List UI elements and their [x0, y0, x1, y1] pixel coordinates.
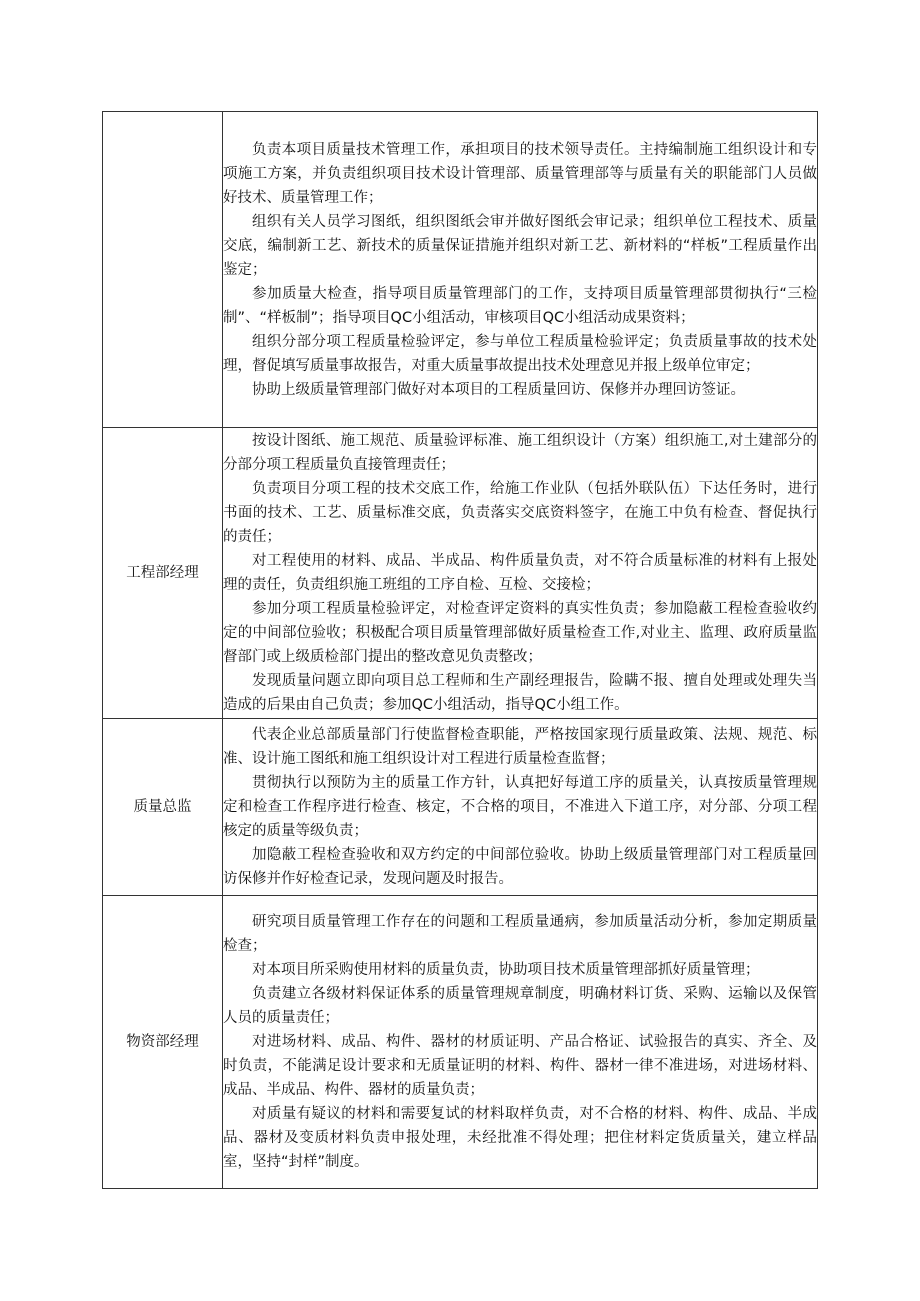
role-name: 工程部经理 [126, 565, 199, 581]
table-row [103, 112, 818, 428]
role-name: 物资部经理 [126, 1034, 199, 1050]
role-cell [103, 719, 223, 896]
duty-paragraph: 贯彻执行以预防为主的质量工作方针，认真把好每道工序的质量关，认真按质量管理规定和检查工作程序进行检查、核定，不合格的项目，不准进入下道工序，对分部、分项工程核定的质量等级负责； [223, 775, 817, 839]
duty-paragraph: 对进场材料、成品、构件、器材的材质证明、产品合格证、试验报告的真实、齐全、及时负责，不能满足设计要求和无质量证明的材料、构件、器材一律不准进场，对进场材料、成品、半成品、构件、器材的质量负责； [223, 1034, 817, 1098]
duty-paragraph: 按设计图纸、施工规范、质量验评标准、施工组织设计（方案）组织施工,对土建部分的分部分项工程质量负直接管理责任； [223, 433, 817, 473]
duty-paragraph: 加隐蔽工程检查验收和双方约定的中间部位验收。协助上级质量管理部门对工程质量回访保修并作好检查记录，发现问题及时报告。 [223, 847, 817, 887]
table-row [103, 719, 818, 896]
duty-paragraph: 研究项目质量管理工作存在的问题和工程质量通病，参加质量活动分析，参加定期质量检查； [223, 914, 817, 954]
duties-cell [223, 112, 818, 428]
duty-paragraph: 组织分部分项工程质量检验评定，参与单位工程质量检验评定；负责质量事故的技术处理，督促填写质量事故报告，对重大质量事故提出技术处理意见并报上级单位审定； [223, 333, 817, 374]
duty-paragraph: 参加质量大检查，指导项目质量管理部门的工作，支持项目质量管理部贯彻执行“三检制”、“样板制”；指导项目QC小组活动，审核项目QC小组活动成果资料； [223, 285, 817, 326]
duties-cell [223, 896, 818, 1189]
duty-paragraph: 负责建立各级材料保证体系的质量管理规章制度，明确材料订货、采购、运输以及保管人员的质量责任； [223, 986, 817, 1026]
role-cell [103, 896, 223, 1189]
duty-paragraph: 参加分项工程质量检验评定，对检查评定资料的真实性负责；参加隐蔽工程检查验收约定的中间部位验收；积极配合项目质量管理部做好质量检查工作,对业主、监理、政府质量监督部门或上级质检部门提出的整改意见负责整改； [223, 601, 817, 665]
responsibility-table [102, 111, 818, 1189]
duty-paragraph: 发现质量问题立即向项目总工程师和生产副经理报告，险瞒不报、擅自处理或处理失当造成的后果由自己负责；参加QC小组活动，指导QC小组工作。 [223, 673, 817, 713]
duty-paragraph: 负责本项目质量技术管理工作，承担项目的技术领导责任。主持编制施工组织设计和专项施工方案，并负责组织项目技术设计管理部、质量管理部等与质量有关的职能部门人员做好技术、质量管理工作； [223, 141, 817, 206]
duty-paragraph: 负责项目分项工程的技术交底工作，给施工作业队（包括外联队伍）下达任务时，进行书面的技术、工艺、质量标准交底，负责落实交底资料签字，在施工中负有检查、督促执行的责任； [223, 481, 817, 545]
duty-paragraph: 协助上级质量管理部门做好对本项目的工程质量回访、保修并办理回访签证。 [252, 381, 745, 398]
duty-paragraph: 对质量有疑议的材料和需要复试的材料取样负责，对不合格的材料、构件、成品、半成品、器材及变质材料负责申报处理，未经批准不得处理；把住材料定货质量关，建立样品室，坚持“封样”制度。 [223, 1106, 817, 1170]
duty-paragraph: 对工程使用的材料、成品、半成品、构件质量负责，对不符合质量标准的材料有上报处理的责任，负责组织施工班组的工序自检、互检、交接检； [223, 553, 817, 593]
role-cell [103, 428, 223, 719]
table-row [103, 896, 818, 1189]
duty-paragraph: 组织有关人员学习图纸，组织图纸会审并做好图纸会审记录；组织单位工程技术、质量交底，编制新工艺、新技术的质量保证措施并组织对新工艺、新材料的“样板”工程质量作出鉴定； [223, 213, 817, 278]
duties-cell [223, 719, 818, 896]
table-row [103, 428, 818, 719]
duty-paragraph: 代表企业总部质量部门行使监督检查职能，严格按国家现行质量政策、法规、规范、标准、设计施工图纸和施工组织设计对工程进行质量检查监督； [223, 727, 817, 767]
role-name: 质量总监 [133, 799, 192, 815]
duties-cell [223, 428, 818, 719]
role-cell [103, 112, 223, 428]
duty-paragraph: 对本项目所采购使用材料的质量负责，协助项目技术质量管理部抓好质量管理； [252, 962, 760, 978]
